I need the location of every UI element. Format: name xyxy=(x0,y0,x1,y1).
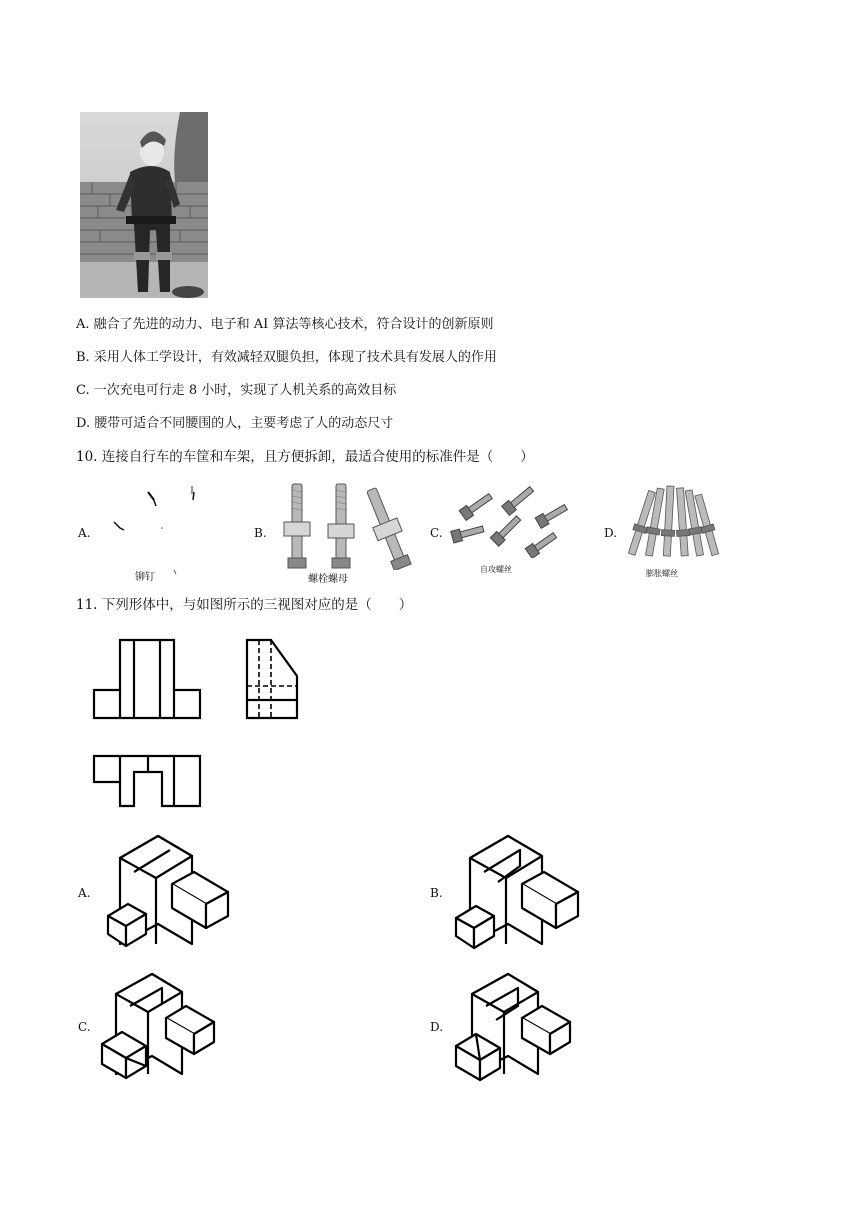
expansion-screw-image xyxy=(628,484,720,564)
q10-choice-b-letter: B. xyxy=(254,526,267,540)
q10-choice-d-letter: D. xyxy=(604,526,618,540)
q11-choice-c-letter: C. xyxy=(78,1020,91,1034)
q11-choice-b-letter: B. xyxy=(430,886,443,900)
q11-choice-a-letter: A. xyxy=(78,886,91,900)
q9-option-b: B. 采用人体工学设计，有效减轻双腿负担，体现了技术具有发展人的作用 xyxy=(76,350,497,365)
q10-choice-a-letter: A. xyxy=(78,526,91,540)
q11-stem: 11. 下列形体中，与如图所示的三视图对应的是（ ） xyxy=(76,597,413,613)
bolt-nut-image xyxy=(278,478,428,570)
front-view xyxy=(90,636,206,724)
isometric-option-d xyxy=(452,962,576,1086)
q10-stem: 10. 连接自行车的车筐和车架，且方便拆卸，最适合使用的标准件是（ ） xyxy=(76,449,534,465)
q10-choice-c-letter: C. xyxy=(430,526,443,540)
q10-caption-a: 铆钉 xyxy=(135,572,155,583)
q10-caption-c: 自攻螺丝 xyxy=(480,565,512,574)
isometric-option-c xyxy=(98,962,222,1086)
q9-option-a: A. 融合了先进的动力、电子和 AI 算法等核心技术，符合设计的创新原则 xyxy=(76,317,494,332)
isometric-option-b xyxy=(450,826,584,950)
q9-option-d: D. 腰带可适合不同腰围的人，主要考虑了人的动态尺寸 xyxy=(76,416,394,431)
isometric-option-a xyxy=(100,826,234,950)
q10-caption-b: 螺栓螺母 xyxy=(308,574,348,585)
side-view xyxy=(243,636,303,724)
q11-choice-d-letter: D. xyxy=(430,1020,444,1034)
top-view xyxy=(90,752,206,810)
q10-caption-d: 膨胀螺丝 xyxy=(646,569,678,578)
self-tapping-screw-image xyxy=(448,486,576,558)
rivet-image xyxy=(106,482,216,580)
q9-option-c: C. 一次充电可行走 8 小时，实现了人机关系的高效目标 xyxy=(76,383,397,398)
exoskeleton-photo xyxy=(80,112,208,298)
